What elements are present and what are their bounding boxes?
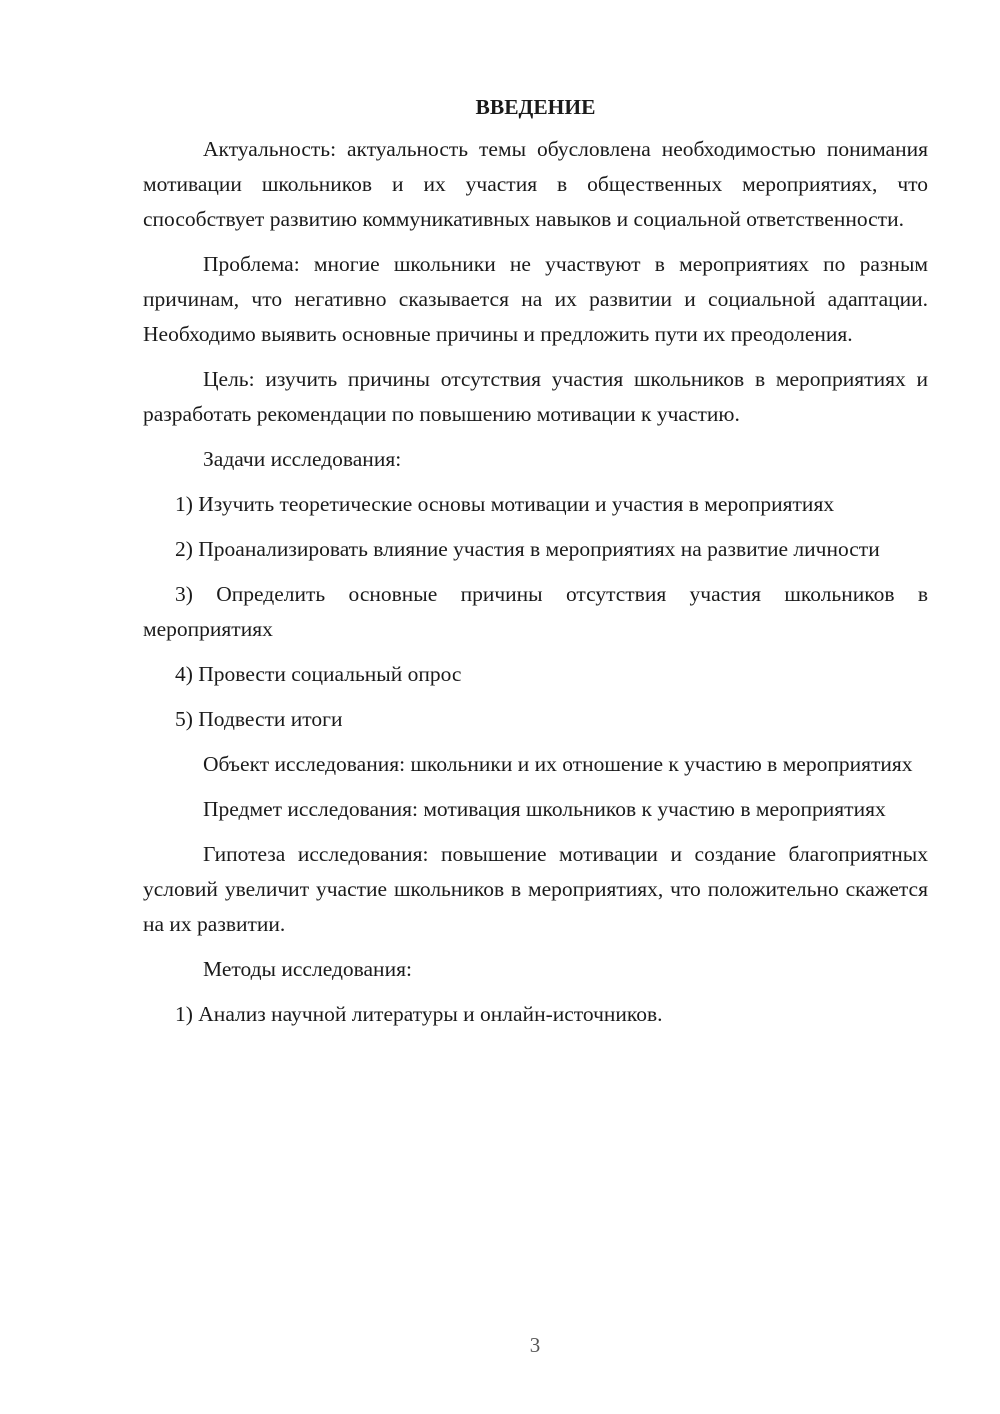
task-item: 3) Определить основные причины отсутствия участия школьников в мероприятиях <box>143 582 928 641</box>
task-item: 4) Провести социальный опрос <box>175 662 462 686</box>
method-item: 1) Анализ научной литературы и онлайн-источников. <box>175 1002 663 1026</box>
task-item: 2) Проанализировать влияние участия в мероприятиях на развитие личности <box>175 537 880 561</box>
paragraph-goal: Цель: изучить причины отсутствия участия школьников в мероприятиях и разработать рекомендации по повышению мотивации к участию. <box>143 367 928 426</box>
paragraph-problem: Проблема: многие школьники не участвуют в мероприятиях по разным причинам, что негативно сказывается на их развитии и социальной адаптации. Необходимо выявить основные причины и предложить пути их преодоления. <box>143 252 928 346</box>
paragraph-hypothesis: Гипотеза исследования: повышение мотивации и создание благоприятных условий увеличит участие школьников в мероприятиях, что положительно скажется на их развитии. <box>143 842 928 936</box>
task-item: 1) Изучить теоретические основы мотивации и участия в мероприятиях <box>175 492 835 516</box>
page-number: 3 <box>529 1333 541 1357</box>
paragraph-relevance: Актуальность: актуальность темы обусловлена необходимостью понимания мотивации школьников и их участия в общественных мероприятиях, что способствует развитию коммуникативных навыков и социальной ответственности. <box>143 137 928 231</box>
paragraph-subject: Предмет исследования: мотивация школьников к участию в мероприятиях <box>203 797 886 821</box>
tasks-title: Задачи исследования: <box>203 447 402 471</box>
paragraph-object: Объект исследования: школьники и их отношение к участию в мероприятиях <box>203 752 913 776</box>
page-content <box>143 90 928 1042</box>
methods-title: Методы исследования: <box>203 957 412 981</box>
task-item: 5) Подвести итоги <box>175 707 343 731</box>
section-heading: ВВЕДЕНИЕ <box>475 95 596 119</box>
